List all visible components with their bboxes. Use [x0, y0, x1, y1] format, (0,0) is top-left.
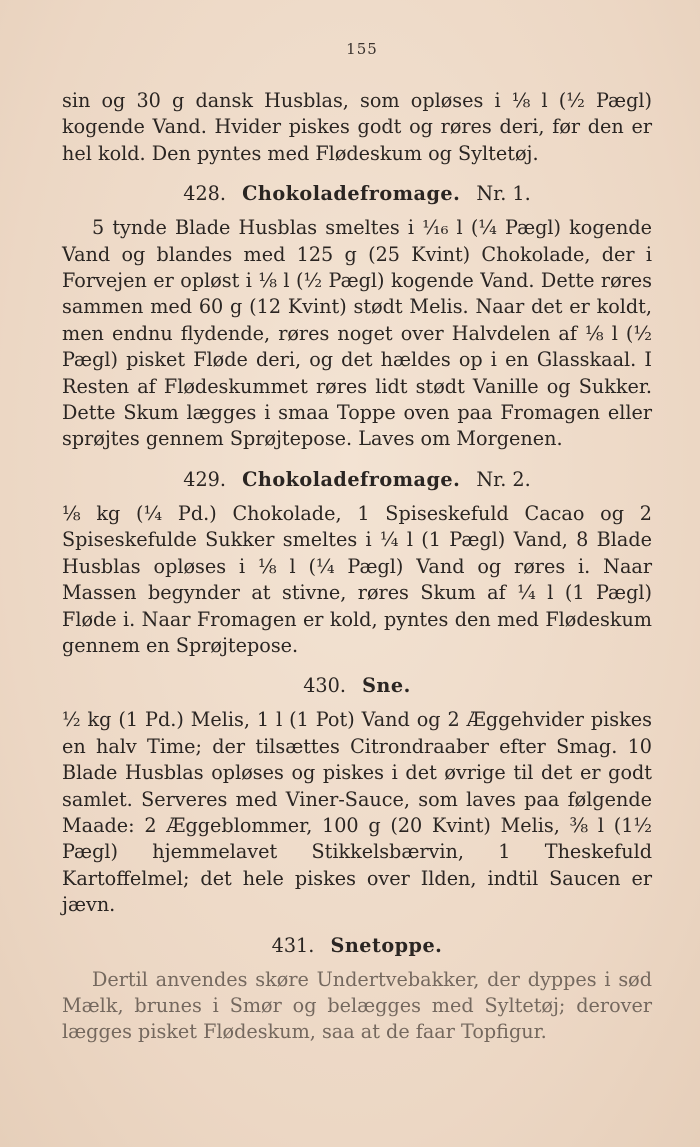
recipe-number: 430.: [303, 674, 346, 698]
recipe-heading-431: [62, 933, 652, 959]
recipe-body-431: Dertil anvendes skøre Undertvebakker, der dyppes i sød Mælk, brunes i Smør og belægges med Syltetøj; derover lægges pisket Flødeskum, saa at de faar Topfigur.: [62, 967, 652, 1044]
recipe-body-429: ⅛ kg (¼ Pd.) Chokolade, 1 Spiseskefuld Cacao og 2 Spiseskefulde Sukker smeltes i ¼ l (1 Pægl) Vand, 8 Blade Husblas opløses i ⅛ l (¼ Pægl) Vand og røres i. Naar Massen begynder at stivne, røres Skum af ¼ l (1 Pægl) Fløde i. Naar Fromagen er kold, pyntes den med Flødeskum gennem en Sprøjtepose.: [62, 501, 652, 657]
recipe-heading-428: [62, 181, 652, 207]
recipe-body-430: ½ kg (1 Pd.) Melis, 1 l (1 Pot) Vand og 2 Æggehvider piskes en halv Time; der tilsættes Citrondraaber efter Smag. 10 Blade Husblas opløses og piskes i det øvrige til det er godt samlet. Serveres med Viner-Sauce, som laves paa følgende Maade: 2 Æggeblommer, 100 g (20 Kvint) Melis, ⅜ l (1½ Pægl) hjemmelavet Stikkelsbærvin, 1 Theskefuld Kartoffelmel; det hele piskes over Ilden, indtil Saucen er jævn.: [62, 708, 652, 917]
recipe-title: Chokoladefromage.: [242, 467, 461, 491]
recipe-variant: Nr. 1.: [476, 182, 531, 206]
page-number: 155: [346, 40, 378, 58]
recipe-title: Snetoppe.: [330, 933, 443, 957]
recipe-variant: Nr. 2.: [476, 467, 531, 491]
recipe-title: Sne.: [362, 674, 411, 698]
recipe-number: 431.: [271, 933, 315, 957]
recipe-title: Chokoladefromage.: [242, 182, 461, 206]
book-page: [62, 40, 652, 1046]
recipe-number: 429.: [183, 467, 226, 491]
intro-paragraph: sin og 30 g dansk Husblas, som opløses i ⅛ l (½ Pægl) kogende Vand. Hvider piskes godt og røres deri, før den er hel kold. Den pyntes med Flødeskum og Syltetøj.: [62, 89, 652, 165]
recipe-heading-430: [62, 673, 652, 699]
recipe-heading-429: [62, 467, 652, 493]
recipe-body-428: 5 tynde Blade Husblas smeltes i ¹⁄₁₆ l (¼ Pægl) kogende Vand og blandes med 125 g (25 Kvint) Chokolade, der i Forvejen er opløst i ⅛ l (½ Pægl) kogende Vand. Dette røres sammen med 60 g (12 Kvint) stødt Melis. Naar det er koldt, men endnu flydende, røres noget over Halvdelen af ⅛ l (½ Pægl) pisket Fløde deri, og det hældes op i en Glasskaal. I Resten af Flødeskummet røres lidt stødt Vanille og Sukker. Dette Skum lægges i smaa Toppe oven paa Fromagen eller sprøjtes gennem Sprøjtepose. Laves om Morgenen.: [62, 216, 652, 451]
recipe-number: 428.: [183, 182, 226, 206]
